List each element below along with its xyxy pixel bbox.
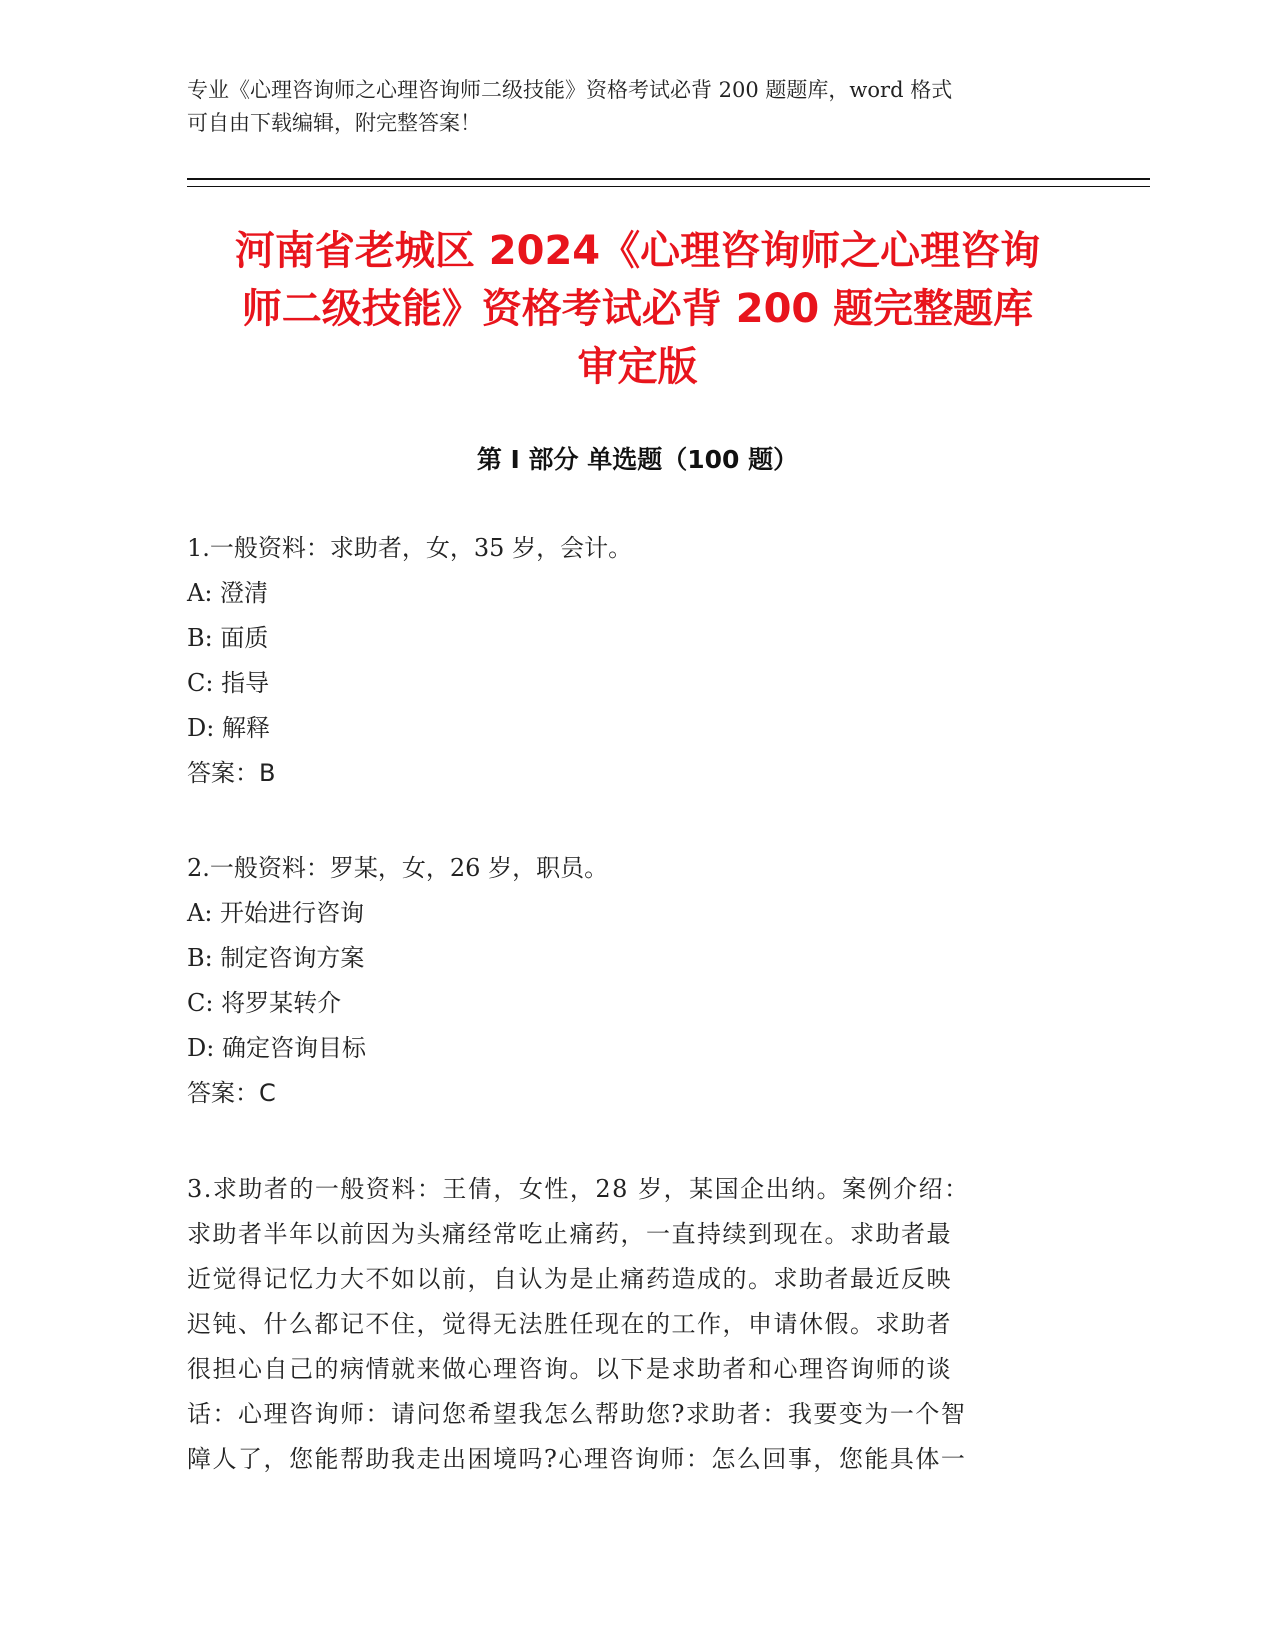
header-note-line-2: 可自由下载编辑，附完整答案！ [187, 111, 481, 135]
document-title-line-3: 审定版 [577, 344, 698, 390]
question-3 [187, 1167, 1067, 1482]
document-title-line-1: 河南省老城区 2024《心理咨询师之心理咨询 [234, 228, 1041, 274]
header-rule-thin [187, 186, 1150, 187]
section-title: 第 I 部分 单选题（100 题） [476, 445, 799, 474]
question-stem: 2.一般资料：罗某，女，26 岁，职员。 [187, 854, 609, 882]
option-b: B: 制定咨询方案 [187, 944, 365, 972]
header-note [187, 74, 1087, 140]
question-stem: 1.一般资料：求助者，女，35 岁，会计。 [187, 534, 633, 562]
option-d: D: 解释 [187, 714, 270, 742]
question-stem-line: 迟钝、什么都记不住，觉得无法胜任现在的工作，申请休假。求助者 [187, 1310, 952, 1338]
question-stem-line: 求助者半年以前因为头痛经常吃止痛药，一直持续到现在。求助者最 [187, 1220, 952, 1248]
option-c: C: 将罗某转介 [187, 989, 342, 1017]
header-rule-thick [187, 178, 1150, 180]
option-a: A: 澄清 [187, 579, 269, 607]
question-stem-line: 近觉得记忆力大不如以前，自认为是止痛药造成的。求助者最近反映 [187, 1265, 952, 1293]
question-2 [187, 846, 1067, 1116]
option-c: C: 指导 [187, 669, 270, 697]
question-stem-line: 很担心自己的病情就来做心理咨询。以下是求助者和心理咨询师的谈 [187, 1355, 952, 1383]
answer: 答案：B [187, 759, 276, 787]
option-d: D: 确定咨询目标 [187, 1034, 366, 1062]
option-b: B: 面质 [187, 624, 269, 652]
option-a: A: 开始进行咨询 [187, 899, 365, 927]
document-title [150, 222, 1125, 396]
header-note-line-1: 专业《心理咨询师之心理咨询师二级技能》资格考试必背 200 题题库，word 格式 [187, 78, 953, 102]
document-title-line-2: 师二级技能》资格考试必背 200 题完整题库 [241, 286, 1034, 332]
question-stem-line: 话：心理咨询师：请问您希望我怎么帮助您?求助者：我要变为一个智 [187, 1400, 967, 1428]
answer: 答案：C [187, 1079, 276, 1107]
question-1 [187, 526, 1067, 796]
question-stem-line: 3.求助者的一般资料：王倩，女性，28 岁，某国企出纳。案例介绍： [187, 1175, 970, 1203]
question-stem-line: 障人了，您能帮助我走出困境吗?心理咨询师：怎么回事，您能具体一 [187, 1445, 967, 1473]
